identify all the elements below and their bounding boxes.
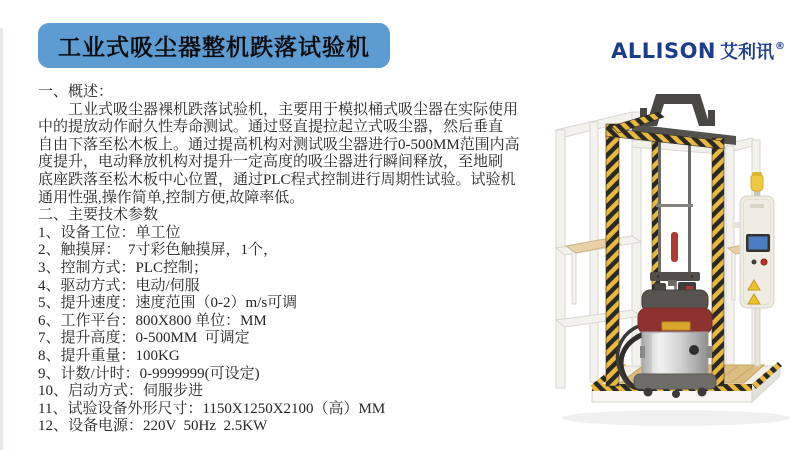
spec-item: 8、提升重量：100KG (38, 347, 180, 364)
signal-beacon-icon (751, 174, 763, 191)
overview-line: 通用性强,操作简单,控制方便,故障率低。 (38, 189, 305, 206)
overview-line: 中的提放动作耐久性寿命测试。通过竖直提拉起立式吸尘器，然后垂直 (38, 119, 504, 136)
content-column (38, 84, 552, 436)
spec-item: 1、设备工位：单工位 (38, 224, 181, 241)
registered-trademark-icon: ® (775, 41, 785, 52)
hmi-touchscreen (749, 237, 768, 250)
release-actuator (671, 232, 678, 262)
spec-item: 11、试验设备外形尺寸：1150X1250X2100（高）MM (38, 400, 386, 417)
brand-name: ALLISON (611, 39, 716, 63)
product-photo (548, 84, 798, 434)
vacuum-base (634, 374, 716, 389)
vacuum-drum (642, 332, 708, 378)
spec-item: 7、提升高度：0-500MM 可调定 (38, 330, 250, 347)
brand-name-cn: 艾利讯 (720, 42, 774, 63)
spec-item: 12、设备电源：220V 50Hz 2.5KW (38, 418, 268, 435)
overview-line: 工业式吸尘器裸机跌落试验机，主要用于模拟桶式吸尘器在实际使用 (38, 101, 519, 118)
spec-item: 9、计数/计时：0-9999999(可设定) (38, 365, 260, 382)
page-title: 工业式吸尘器整机跌落试验机 (58, 35, 370, 60)
spec-item: 2、触摸屏： 7寸彩色触摸屏，1个， (38, 242, 279, 259)
overview-heading: 一、概述： (38, 84, 114, 100)
title-banner (38, 23, 390, 68)
specs-list (38, 225, 552, 436)
vacuum-label (662, 322, 690, 330)
emergency-stop-button (761, 259, 767, 265)
specs-heading: 二、主要技术参数 (38, 207, 159, 224)
overview-line: 度提升，电动释放机构对提升一定高度的吸尘器进行瞬间释放，至地刷 (38, 154, 504, 171)
left-edge-shadow (0, 28, 3, 450)
overview-line: 底座跌落至松木板中心位置，通过PLC程式控制进行周期性试验。试验机 (38, 171, 516, 188)
spec-item: 10、启动方式：伺服步进 (38, 383, 204, 400)
spec-item: 5、提升速度：速度范围（0-2）m/s可调 (38, 295, 298, 312)
floor-shadow (562, 410, 790, 426)
spec-item: 6、工作平台：800X800 单位：MM (38, 312, 267, 329)
brand-logo (611, 38, 784, 64)
overview-line: 自由下落至松木板上。通过提高机构对测试吸尘器进行0-500MM范围内高 (38, 136, 520, 153)
overview-paragraph (38, 102, 552, 208)
spec-item: 4、驱动方式：电动/伺服 (38, 277, 200, 294)
spec-item: 3、控制方式：PLC控制； (38, 259, 209, 276)
